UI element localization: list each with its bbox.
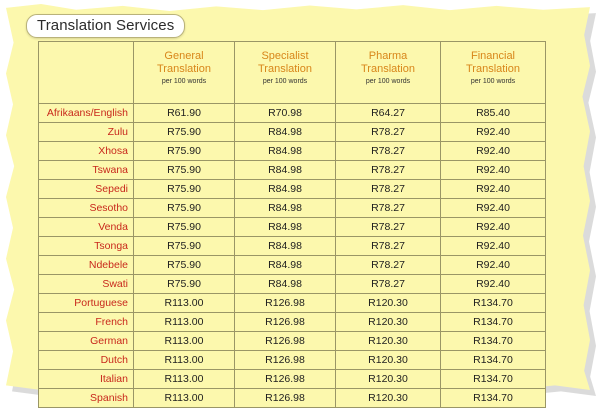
price-cell: R92.40 <box>441 142 546 161</box>
price-cell: R70.98 <box>235 104 336 123</box>
price-cell: R113.00 <box>134 313 235 332</box>
price-cell: R75.90 <box>134 161 235 180</box>
table-row <box>39 294 546 313</box>
column-header <box>235 42 336 104</box>
price-cell: R120.30 <box>336 332 441 351</box>
price-cell: R84.98 <box>235 161 336 180</box>
language-cell: Spanish <box>39 389 134 408</box>
language-cell: French <box>39 313 134 332</box>
price-cell: R75.90 <box>134 237 235 256</box>
price-cell: R75.90 <box>134 180 235 199</box>
price-cell: R78.27 <box>336 256 441 275</box>
price-cell: R113.00 <box>134 351 235 370</box>
price-cell: R92.40 <box>441 275 546 294</box>
price-cell: R61.90 <box>134 104 235 123</box>
price-cell: R92.40 <box>441 237 546 256</box>
column-header-line2: Translation <box>360 63 415 75</box>
language-cell: Xhosa <box>39 142 134 161</box>
language-cell: Zulu <box>39 123 134 142</box>
price-cell: R120.30 <box>336 351 441 370</box>
price-cell: R120.30 <box>336 294 441 313</box>
column-header-line2: Translation <box>156 63 211 75</box>
price-cell: R78.27 <box>336 199 441 218</box>
price-cell: R92.40 <box>441 199 546 218</box>
price-cell: R84.98 <box>235 123 336 142</box>
price-cell: R126.98 <box>235 370 336 389</box>
price-cell: R92.40 <box>441 218 546 237</box>
price-cell: R126.98 <box>235 313 336 332</box>
language-cell: Venda <box>39 218 134 237</box>
price-cell: R113.00 <box>134 294 235 313</box>
column-header-line1: Financial <box>470 50 516 62</box>
column-header-line2: Translation <box>257 63 312 75</box>
price-cell: R75.90 <box>134 275 235 294</box>
price-cell: R134.70 <box>441 389 546 408</box>
price-cell: R84.98 <box>235 180 336 199</box>
column-header-unit: per 100 words <box>262 78 308 85</box>
language-cell: German <box>39 332 134 351</box>
price-cell: R134.70 <box>441 294 546 313</box>
price-cell: R78.27 <box>336 161 441 180</box>
table-row <box>39 161 546 180</box>
language-cell: Sesotho <box>39 199 134 218</box>
language-cell: Italian <box>39 370 134 389</box>
price-cell: R75.90 <box>134 123 235 142</box>
column-header <box>336 42 441 104</box>
price-cell: R84.98 <box>235 142 336 161</box>
language-cell: Tswana <box>39 161 134 180</box>
page-title: Translation Services <box>26 14 185 38</box>
price-cell: R78.27 <box>336 142 441 161</box>
table-row <box>39 180 546 199</box>
price-cell: R78.27 <box>336 180 441 199</box>
language-cell: Tsonga <box>39 237 134 256</box>
price-cell: R85.40 <box>441 104 546 123</box>
price-cell: R113.00 <box>134 389 235 408</box>
price-cell: R126.98 <box>235 332 336 351</box>
table-row <box>39 104 546 123</box>
price-table <box>38 41 546 408</box>
price-cell: R78.27 <box>336 237 441 256</box>
column-header-line1: General <box>164 50 204 62</box>
price-cell: R84.98 <box>235 199 336 218</box>
language-cell: Portuguese <box>39 294 134 313</box>
price-cell: R84.98 <box>235 237 336 256</box>
price-cell: R75.90 <box>134 256 235 275</box>
language-cell: Swati <box>39 275 134 294</box>
price-cell: R134.70 <box>441 370 546 389</box>
table-row <box>39 237 546 256</box>
price-cell: R126.98 <box>235 351 336 370</box>
column-header-line1: Pharma <box>368 50 408 62</box>
price-cell: R113.00 <box>134 370 235 389</box>
price-cell: R92.40 <box>441 180 546 199</box>
price-cell: R78.27 <box>336 218 441 237</box>
price-cell: R84.98 <box>235 256 336 275</box>
column-header <box>134 42 235 104</box>
column-header-unit: per 100 words <box>161 78 207 85</box>
column-header-line2: Translation <box>465 63 520 75</box>
language-cell: Afrikaans/English <box>39 104 134 123</box>
price-cell: R120.30 <box>336 370 441 389</box>
price-cell: R134.70 <box>441 332 546 351</box>
price-cell: R92.40 <box>441 161 546 180</box>
table-row <box>39 389 546 408</box>
language-cell: Sepedi <box>39 180 134 199</box>
table-row <box>39 313 546 332</box>
table-row <box>39 142 546 161</box>
price-cell: R78.27 <box>336 275 441 294</box>
price-cell: R134.70 <box>441 351 546 370</box>
price-cell: R64.27 <box>336 104 441 123</box>
column-header <box>441 42 546 104</box>
price-cell: R92.40 <box>441 256 546 275</box>
price-cell: R120.30 <box>336 389 441 408</box>
price-cell: R120.30 <box>336 313 441 332</box>
price-cell: R126.98 <box>235 389 336 408</box>
table-row <box>39 351 546 370</box>
price-cell: R75.90 <box>134 218 235 237</box>
price-cell: R84.98 <box>235 275 336 294</box>
column-header-unit: per 100 words <box>365 78 411 85</box>
price-cell: R126.98 <box>235 294 336 313</box>
table-body <box>39 104 546 408</box>
table-row <box>39 123 546 142</box>
column-header-unit: per 100 words <box>470 78 516 85</box>
language-cell: Ndebele <box>39 256 134 275</box>
table-row <box>39 256 546 275</box>
table-row <box>39 370 546 389</box>
price-cell: R92.40 <box>441 123 546 142</box>
price-cell: R84.98 <box>235 218 336 237</box>
corner-cell <box>39 42 134 104</box>
price-cell: R113.00 <box>134 332 235 351</box>
table-row <box>39 218 546 237</box>
price-cell: R134.70 <box>441 313 546 332</box>
price-cell: R75.90 <box>134 199 235 218</box>
column-header-line1: Specialist <box>261 50 309 62</box>
price-cell: R78.27 <box>336 123 441 142</box>
table-row <box>39 199 546 218</box>
language-cell: Dutch <box>39 351 134 370</box>
header-row <box>39 42 546 104</box>
table-row <box>39 332 546 351</box>
table-row <box>39 275 546 294</box>
price-cell: R75.90 <box>134 142 235 161</box>
